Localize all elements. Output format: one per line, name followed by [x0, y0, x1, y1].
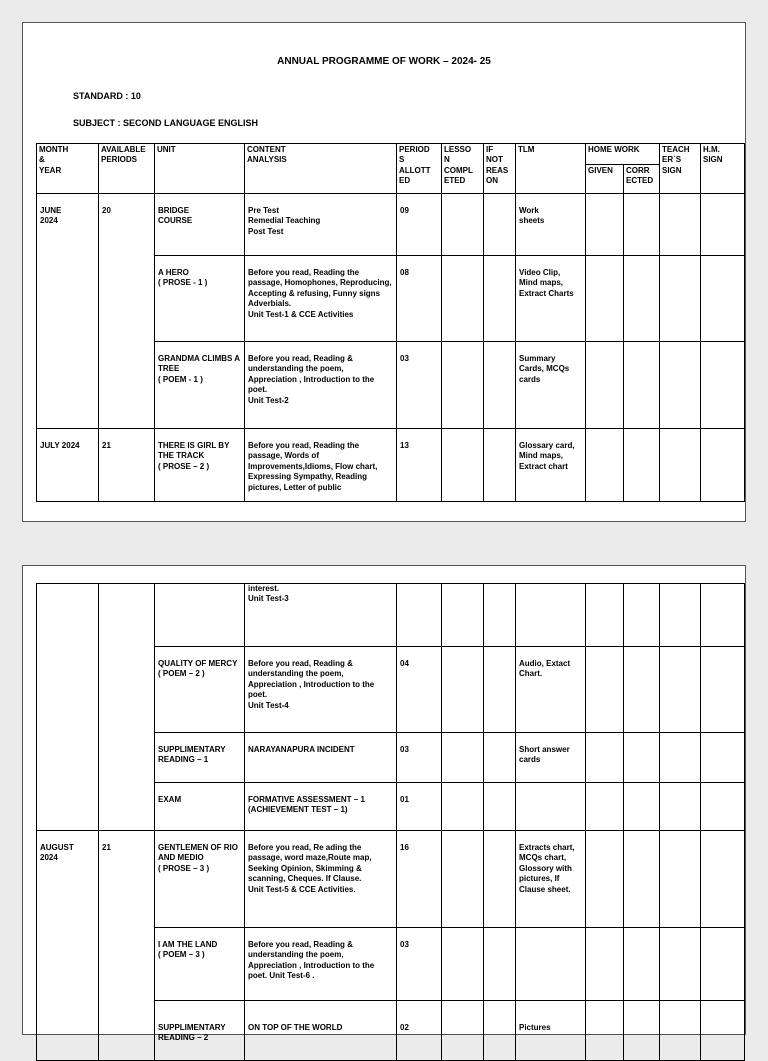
corrected-cell	[624, 783, 660, 831]
reason-cell	[484, 429, 516, 502]
periods-cell: 01	[397, 783, 442, 831]
given-cell	[586, 584, 624, 647]
unit-cell: EXAM	[155, 783, 245, 831]
header-month: MONTH & YEAR	[37, 144, 99, 194]
header-available-periods: AVAILABLE PERIODS	[99, 144, 155, 194]
content-cell: Pre Test Remedial Teaching Post Test	[245, 194, 397, 256]
reason-cell	[484, 584, 516, 647]
table-row	[37, 584, 745, 647]
subject-label: SUBJECT : SECOND LANGUAGE ENGLISH	[73, 118, 259, 128]
available-periods-cell	[99, 584, 155, 831]
content-cell: FORMATIVE ASSESSMENT – 1 (ACHIEVEMENT TEST – 1)	[245, 783, 397, 831]
reason-cell	[484, 342, 516, 429]
reason-cell	[484, 647, 516, 733]
tlm-cell	[516, 783, 586, 831]
table-row	[37, 194, 745, 256]
given-cell	[586, 733, 624, 783]
header-given: GIVEN	[586, 165, 624, 194]
lesson-cell	[442, 647, 484, 733]
teacher-sign-cell	[660, 647, 701, 733]
unit-cell: BRIDGE COURSE	[155, 194, 245, 256]
given-cell	[586, 783, 624, 831]
tlm-cell: Audio, Extact Chart.	[516, 647, 586, 733]
lesson-cell	[442, 1001, 484, 1061]
corrected-cell	[624, 342, 660, 429]
unit-cell: GENTLEMEN OF RIO AND MEDIO ( PROSE – 3 )	[155, 831, 245, 928]
tlm-cell: Glossary card, Mind maps, Extract chart	[516, 429, 586, 502]
header-unit: UNIT	[155, 144, 245, 194]
month-cell: AUGUST 2024	[37, 831, 99, 1061]
teacher-sign-cell	[660, 733, 701, 783]
hm-sign-cell	[701, 783, 745, 831]
content-cell: Before you read, Reading & understanding the poem, Appreciation , Introduction to the poet. Unit Test-6 .	[245, 928, 397, 1001]
teacher-sign-cell	[660, 584, 701, 647]
header-hm-sign: H.M. SIGN	[701, 144, 745, 194]
unit-cell: A HERO ( PROSE - 1 )	[155, 256, 245, 342]
tlm-cell: Work sheets	[516, 194, 586, 256]
teacher-sign-cell	[660, 194, 701, 256]
lesson-cell	[442, 783, 484, 831]
teacher-sign-cell	[660, 928, 701, 1001]
given-cell	[586, 928, 624, 1001]
header-periods-allotted: PERIOD S ALLOTT ED	[397, 144, 442, 194]
content-cell: Before you read, Reading the passage, Homophones, Reproducing, Accepting & refusing, Funny signs Adverbials. Unit Test-1 & CCE Activities	[245, 256, 397, 342]
corrected-cell	[624, 256, 660, 342]
content-cell: Before you read, Reading the passage, Words of Improvements,Idioms, Flow chart, Expressing Sympathy, Reading pictures, Letter of public	[245, 429, 397, 502]
hm-sign-cell	[701, 1001, 745, 1061]
tlm-cell: Summary Cards, MCQs cards	[516, 342, 586, 429]
hm-sign-cell	[701, 429, 745, 502]
available-periods-cell: 20	[99, 194, 155, 429]
table-header-row	[37, 144, 745, 165]
periods-cell: 03	[397, 342, 442, 429]
lesson-cell	[442, 733, 484, 783]
unit-cell	[155, 584, 245, 647]
unit-cell: SUPPLIMENTARY READING – 2	[155, 1001, 245, 1061]
periods-cell: 03	[397, 733, 442, 783]
hm-sign-cell	[701, 647, 745, 733]
corrected-cell	[624, 928, 660, 1001]
lesson-cell	[442, 194, 484, 256]
month-cell: JULY 2024	[37, 429, 99, 502]
corrected-cell	[624, 584, 660, 647]
header-lesson-completed: LESSO N COMPL ETED	[442, 144, 484, 194]
tlm-cell	[516, 584, 586, 647]
periods-cell: 02	[397, 1001, 442, 1061]
corrected-cell	[624, 429, 660, 502]
document-title: ANNUAL PROGRAMME OF WORK – 2024- 25	[277, 56, 491, 67]
lesson-cell	[442, 928, 484, 1001]
tlm-cell: Short answer cards	[516, 733, 586, 783]
header-corrected: CORR ECTED	[624, 165, 660, 194]
teacher-sign-cell	[660, 342, 701, 429]
corrected-cell	[624, 647, 660, 733]
tlm-cell	[516, 928, 586, 1001]
header-content-analysis: CONTENT ANALYSIS	[245, 144, 397, 194]
teacher-sign-cell	[660, 429, 701, 502]
tlm-cell: Pictures	[516, 1001, 586, 1061]
work-plan-table-continued	[36, 583, 745, 1061]
corrected-cell	[624, 1001, 660, 1061]
month-cell	[37, 584, 99, 831]
standard-label: STANDARD : 10	[73, 91, 141, 101]
reason-cell	[484, 783, 516, 831]
lesson-cell	[442, 342, 484, 429]
teacher-sign-cell	[660, 831, 701, 928]
unit-cell: GRANDMA CLIMBS A TREE ( POEM - 1 )	[155, 342, 245, 429]
teacher-sign-cell	[660, 256, 701, 342]
document-page-1	[22, 22, 746, 522]
lesson-cell	[442, 831, 484, 928]
periods-cell: 03	[397, 928, 442, 1001]
content-cell: Before you read, Reading & understanding the poem, Appreciation , Introduction to the poet. Unit Test-4	[245, 647, 397, 733]
hm-sign-cell	[701, 256, 745, 342]
available-periods-cell: 21	[99, 429, 155, 502]
given-cell	[586, 342, 624, 429]
header-tlm: TLM	[516, 144, 586, 194]
periods-cell: 09	[397, 194, 442, 256]
lesson-cell	[442, 256, 484, 342]
given-cell	[586, 256, 624, 342]
given-cell	[586, 429, 624, 502]
header-home-work: HOME WORK	[586, 144, 660, 165]
content-cell: NARAYANAPURA INCIDENT	[245, 733, 397, 783]
periods-cell: 08	[397, 256, 442, 342]
hm-sign-cell	[701, 733, 745, 783]
teacher-sign-cell	[660, 1001, 701, 1061]
lesson-cell	[442, 584, 484, 647]
available-periods-cell: 21	[99, 831, 155, 1061]
table-row	[37, 429, 745, 502]
document-page-2	[22, 565, 746, 1043]
reason-cell	[484, 194, 516, 256]
hm-sign-cell	[701, 584, 745, 647]
unit-cell: QUALITY OF MERCY ( POEM – 2 )	[155, 647, 245, 733]
table-row	[37, 831, 745, 928]
hm-sign-cell	[701, 194, 745, 256]
tlm-cell: Video Clip, Mind maps, Extract Charts	[516, 256, 586, 342]
hm-sign-cell	[701, 928, 745, 1001]
reason-cell	[484, 928, 516, 1001]
unit-cell: I AM THE LAND ( POEM – 3 )	[155, 928, 245, 1001]
header-if-not-reason: IF NOT REAS ON	[484, 144, 516, 194]
reason-cell	[484, 256, 516, 342]
work-plan-table	[36, 143, 745, 502]
content-cell: interest. Unit Test-3	[245, 584, 397, 647]
teacher-sign-cell	[660, 783, 701, 831]
hm-sign-cell	[701, 831, 745, 928]
content-cell: Before you read, Reading & understanding the poem, Appreciation , Introduction to the poet. Unit Test-2	[245, 342, 397, 429]
tlm-cell: Extracts chart, MCQs chart, Glossory with pictures, If Clause sheet.	[516, 831, 586, 928]
periods-cell: 16	[397, 831, 442, 928]
content-cell: ON TOP OF THE WORLD	[245, 1001, 397, 1061]
periods-cell	[397, 584, 442, 647]
corrected-cell	[624, 733, 660, 783]
lesson-cell	[442, 429, 484, 502]
corrected-cell	[624, 831, 660, 928]
given-cell	[586, 1001, 624, 1061]
month-cell: JUNE 2024	[37, 194, 99, 429]
periods-cell: 04	[397, 647, 442, 733]
given-cell	[586, 831, 624, 928]
reason-cell	[484, 831, 516, 928]
reason-cell	[484, 1001, 516, 1061]
unit-cell: SUPPLIMENTARY READING – 1	[155, 733, 245, 783]
unit-cell: THERE IS GIRL BY THE TRACK ( PROSE – 2 )	[155, 429, 245, 502]
periods-cell: 13	[397, 429, 442, 502]
corrected-cell	[624, 194, 660, 256]
hm-sign-cell	[701, 342, 745, 429]
given-cell	[586, 194, 624, 256]
given-cell	[586, 647, 624, 733]
content-cell: Before you read, Re ading the passage, word maze,Route map, Seeking Opinion, Skimming & scanning, Cheques. If Clause. Unit Test-5 & CCE Activities.	[245, 831, 397, 928]
header-teacher-sign: TEACH ER`S SIGN	[660, 144, 701, 194]
reason-cell	[484, 733, 516, 783]
